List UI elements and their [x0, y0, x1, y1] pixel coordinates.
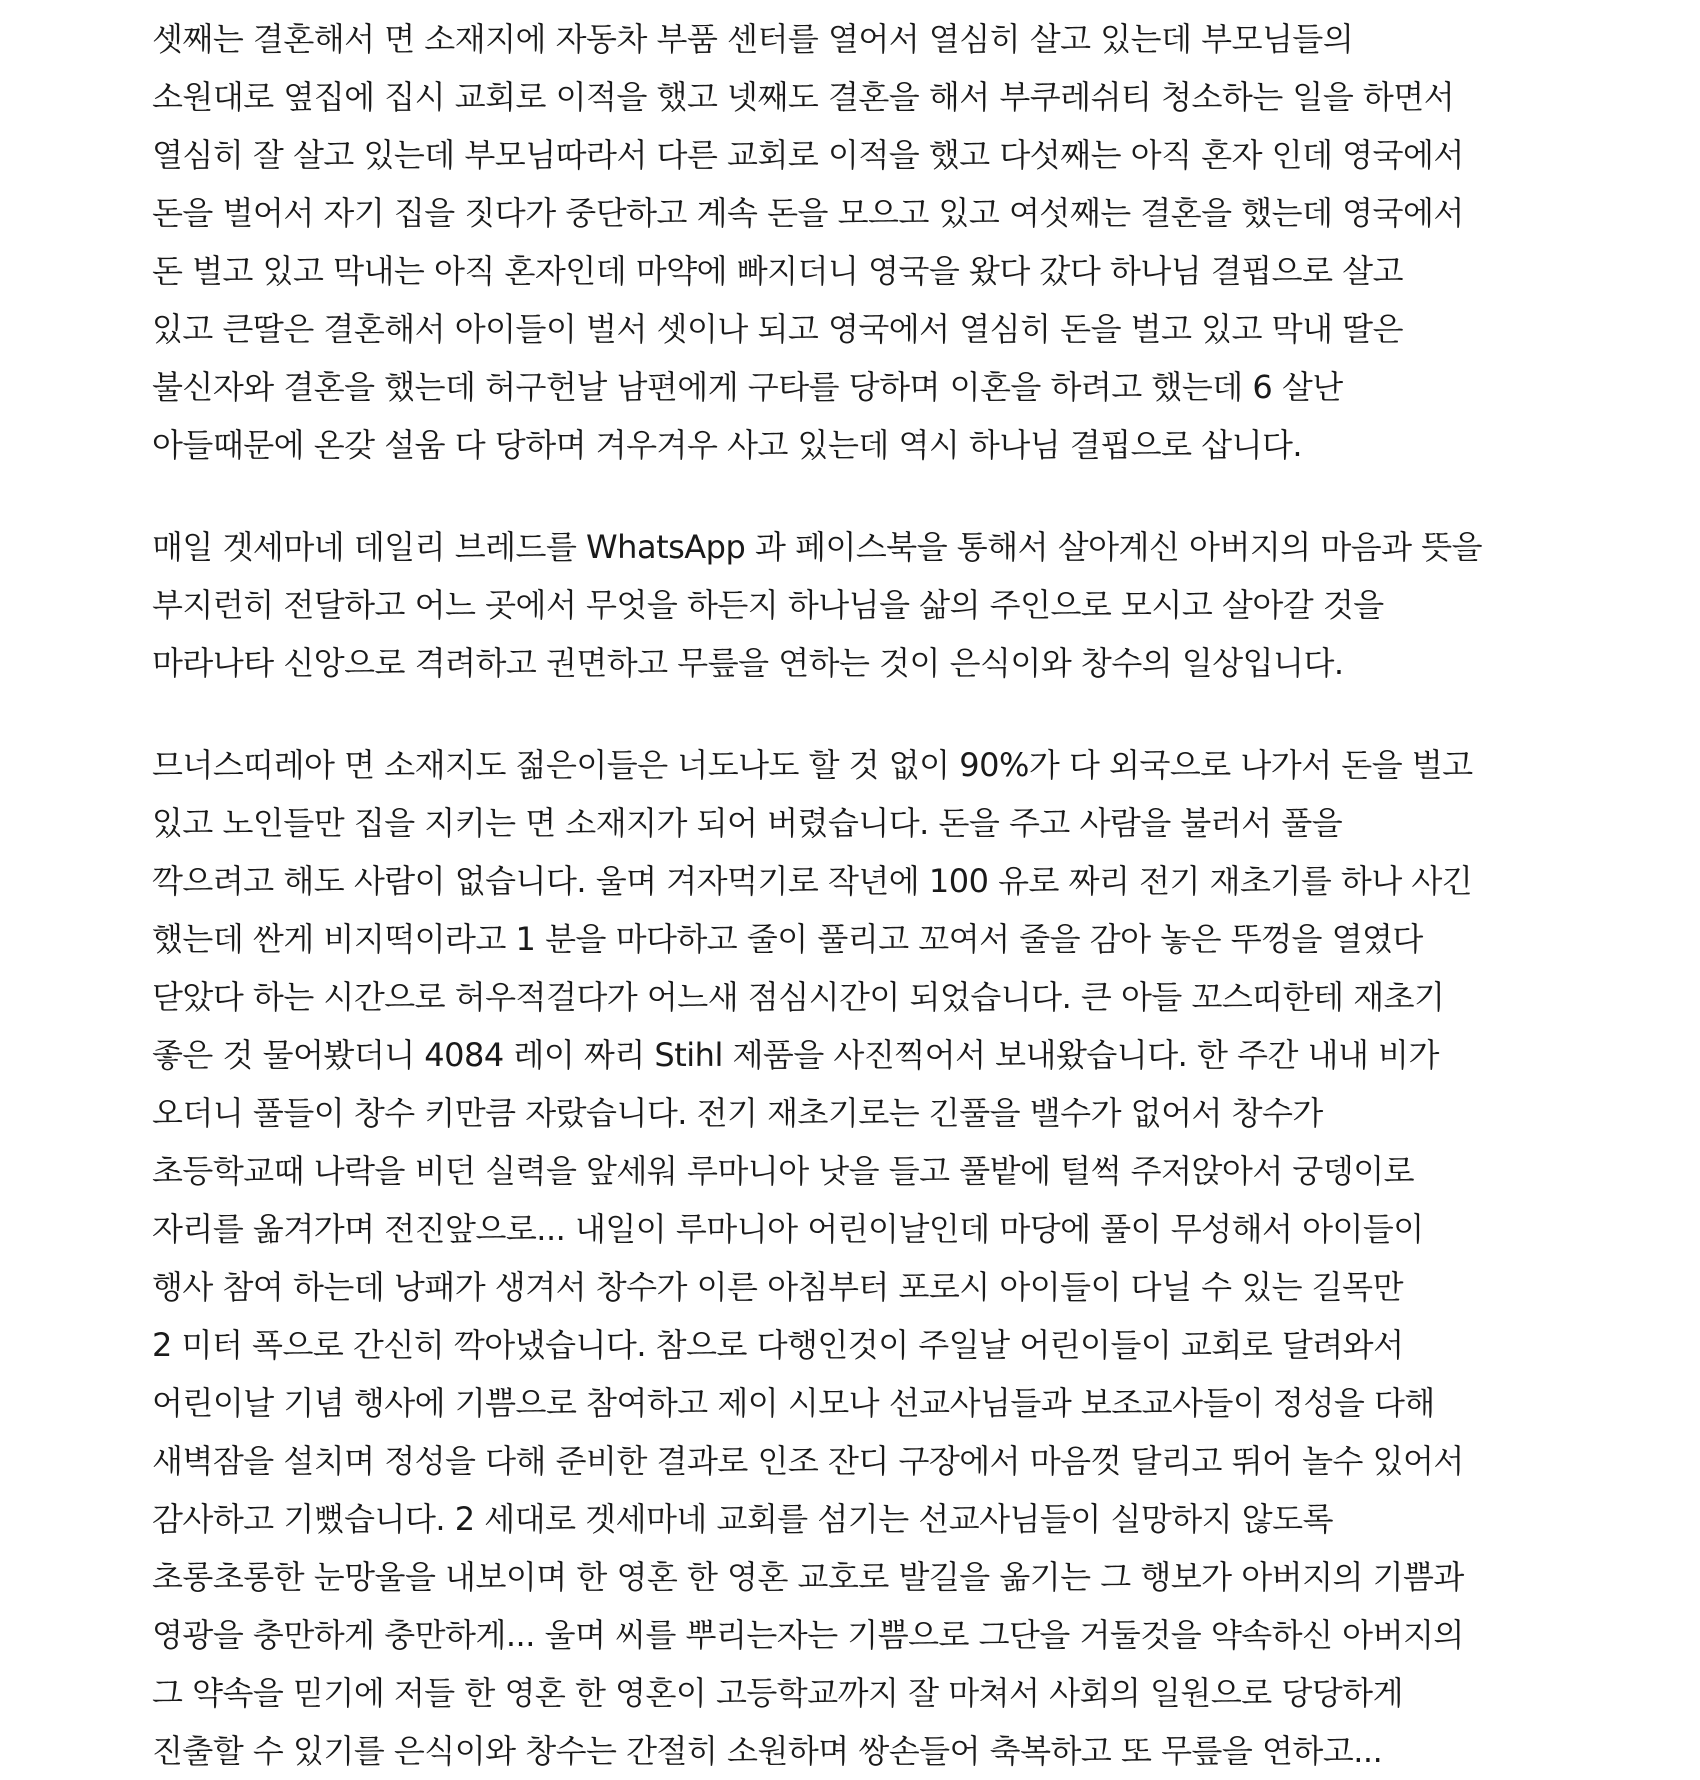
text-line: 돈을 벌어서 자기 집을 짓다가 중단하고 계속 돈을 모으고 있고 여섯째는 결혼을 했는데 영국에서 [152, 194, 1464, 232]
text-line: 했는데 싼게 비지떡이라고 1 분을 마다하고 줄이 풀리고 꼬여서 줄을 감아 놓은 뚜껑을 열였다 [152, 920, 1423, 958]
text-line: 있고 큰딸은 결혼해서 아이들이 벌서 셋이나 되고 영국에서 열심히 돈을 벌고 있고 막내 딸은 [152, 310, 1403, 348]
text-line: 열심히 잘 살고 있는데 부모님따라서 다른 교회로 이적을 했고 다섯째는 아직 혼자 인데 영국에서 [152, 136, 1464, 174]
text-line: 진출할 수 있기를 은식이와 창수는 간절히 소원하며 쌍손들어 축복하고 또 무릎을 연하고... [152, 1732, 1383, 1770]
text-line: 부지런히 전달하고 어느 곳에서 무엇을 하든지 하나님을 삶의 주인으로 모시고 살아갈 것을 [152, 586, 1384, 624]
paragraph-spacer [152, 474, 1572, 518]
document-body [152, 10, 1572, 1780]
text-line: 2 미터 폭으로 간신히 깍아냈습니다. 참으로 다행인것이 주일날 어린이들이 교회로 달려와서 [152, 1326, 1404, 1364]
text-line: 새벽잠을 설치며 정성을 다해 준비한 결과로 인조 잔디 구장에서 마음껏 달리고 뛰어 놀수 있어서 [152, 1442, 1464, 1480]
paragraph-2 [152, 518, 1572, 692]
text-line: 므너스띠레아 면 소재지도 젊은이들은 너도나도 할 것 없이 90%가 다 외국으로 나가서 돈을 벌고 [152, 746, 1473, 784]
text-line: 불신자와 결혼을 했는데 허구헌날 남편에게 구타를 당하며 이혼을 하려고 했는데 6 살난 [152, 368, 1343, 406]
text-line: 초롱초롱한 눈망울을 내보이며 한 영혼 한 영혼 교호로 발길을 옮기는 그 행보가 아버지의 기쁨과 [152, 1558, 1464, 1596]
paragraph-1 [152, 10, 1572, 474]
text-line: 영광을 충만하게 충만하게... 울며 씨를 뿌리는자는 기쁨으로 그단을 거둘것을 약속하신 아버지의 [152, 1616, 1464, 1654]
text-line: 닫았다 하는 시간으로 허우적걸다가 어느새 점심시간이 되었습니다. 큰 아들 꼬스띠한테 재초기 [152, 978, 1445, 1016]
text-line: 행사 참여 하는데 낭패가 생겨서 창수가 이른 아침부터 포로시 아이들이 다닐 수 있는 길목만 [152, 1268, 1403, 1306]
text-line: 오더니 풀들이 창수 키만큼 자랐습니다. 전기 재초기로는 긴풀을 밸수가 없어서 창수가 [152, 1094, 1323, 1132]
text-line: 깍으려고 해도 사람이 없습니다. 울며 겨자먹기로 작년에 100 유로 짜리 전기 재초기를 하나 사긴 [152, 862, 1473, 900]
text-line: 초등학교때 나락을 비던 실력을 앞세워 루마니아 낫을 들고 풀밭에 털썩 주저앉아서 궁뎅이로 [152, 1152, 1415, 1190]
text-line: 셋째는 결혼해서 면 소재지에 자동차 부품 센터를 열어서 열심히 살고 있는데 부모님들의 [152, 20, 1354, 58]
text-line: 소원대로 옆집에 집시 교회로 이적을 했고 넷째도 결혼을 해서 부쿠레쉬티 청소하는 일을 하면서 [152, 78, 1455, 116]
paragraph-spacer [152, 692, 1572, 736]
text-line: 자리를 옮겨가며 전진앞으로... 내일이 루마니아 어린이날인데 마당에 풀이 무성해서 아이들이 [152, 1210, 1424, 1248]
text-line: 마라나타 신앙으로 격려하고 권면하고 무릎을 연하는 것이 은식이와 창수의 일상입니다. [152, 644, 1344, 682]
text-line: 돈 벌고 있고 막내는 아직 혼자인데 마약에 빠지더니 영국을 왔다 갔다 하나님 결핍으로 살고 [152, 252, 1403, 290]
text-line: 어린이날 기념 행사에 기쁨으로 참여하고 제이 시모나 선교사님들과 보조교사들이 정성을 다해 [152, 1384, 1435, 1422]
text-line: 매일 겟세마네 데일리 브레드를 WhatsApp 과 페이스북을 통해서 살아계신 아버지의 마음과 뜻을 [152, 528, 1483, 566]
text-line: 감사하고 기뻤습니다. 2 세대로 겟세마네 교회를 섬기는 선교사님들이 실망하지 않도록 [152, 1500, 1334, 1538]
text-line: 좋은 것 물어봤더니 4084 레이 짜리 Stihl 제품을 사진찍어서 보내왔습니다. 한 주간 내내 비가 [152, 1036, 1439, 1074]
text-line: 아들때문에 온갖 설움 다 당하며 겨우겨우 사고 있는데 역시 하나님 결핍으로 삽니다. [152, 426, 1303, 464]
text-line: 그 약속을 믿기에 저들 한 영혼 한 영혼이 고등학교까지 잘 마쳐서 사회의 일원으로 당당하게 [152, 1674, 1403, 1712]
text-line: 있고 노인들만 집을 지키는 면 소재지가 되어 버렸습니다. 돈을 주고 사람을 불러서 풀을 [152, 804, 1343, 842]
paragraph-3 [152, 736, 1572, 1780]
